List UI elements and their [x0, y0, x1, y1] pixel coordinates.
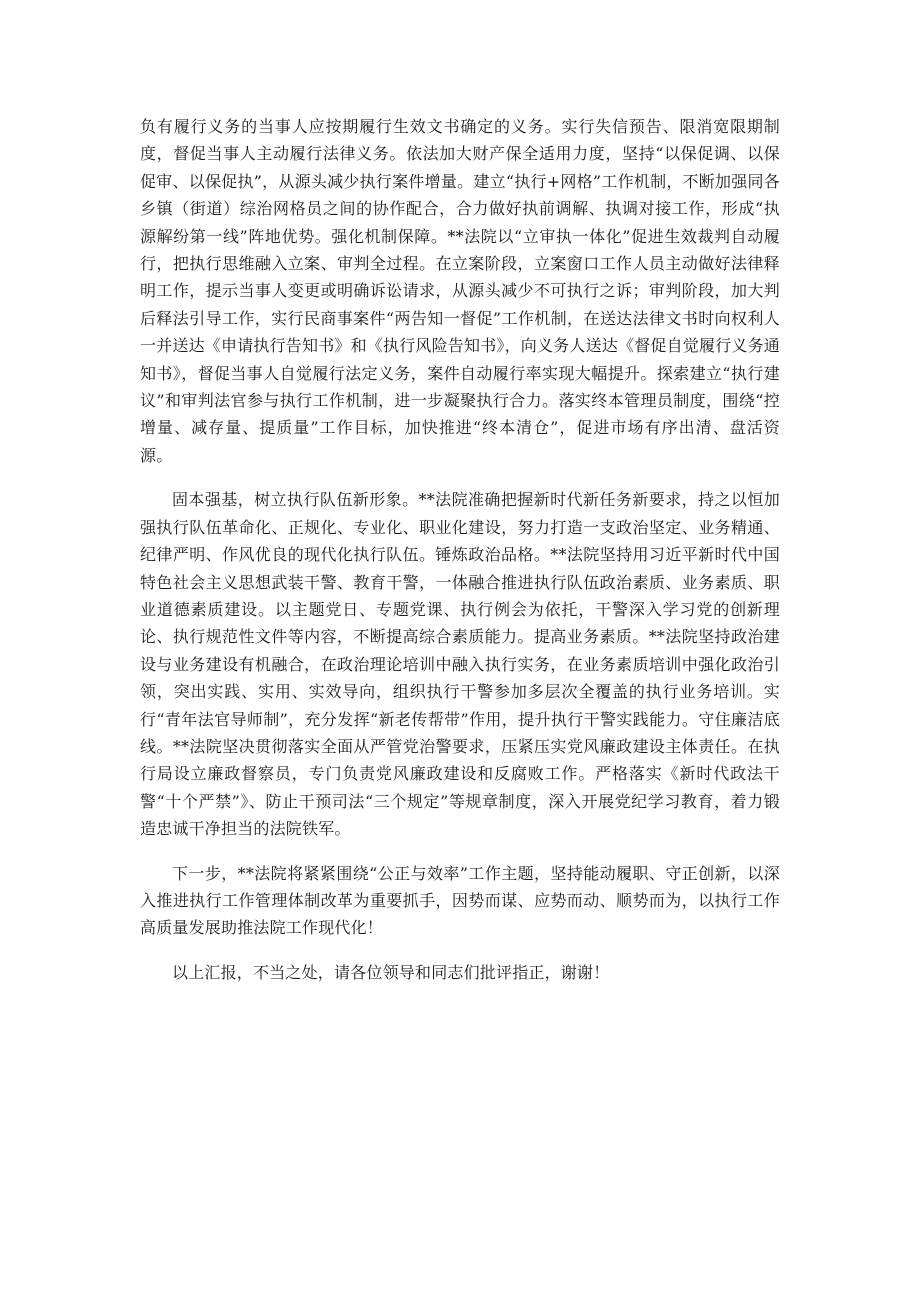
- document-page: [140, 113, 780, 1003]
- paragraph-closing-remarks: 以上汇报，不当之处，请各位领导和同志们批评指正，谢谢！: [172, 962, 610, 982]
- paragraph-next-steps: 下一步，**法院将紧紧围绕“公正与效率”工作主题，坚持能动履职、守正创新，以深入推进执行工作管理体制改革为重要抓手，因势而谋、应势而动、顺势而为，以执行工作高质量发展助推法院工作现代化！: [140, 863, 780, 938]
- paragraph-team-building: 固本强基，树立执行队伍新形象。**法院准确把握新时代新任务新要求，持之以恒加强执行队伍革命化、正规化、专业化、职业化建设，努力打造一支政治坚定、业务精通、纪律严明、作风优良的现代化执行队伍。锤炼政治品格。**法院坚持用习近平新时代中国特色社会主义思想武装干警、教育干警，一体融合推进执行队伍政治素质、业务素质、职业道德素质建设。以主题党日、专题党课、执行例会为依托，干警深入学习党的创新理论、执行规范性文件等内容，不断提高综合素质能力。提高业务素质。**法院坚持政治建设与业务建设有机融合，在政治理论培训中融入执行实务，在业务素质培训中强化政治引领，突出实践、实用、实效导向，组织执行干警参加多层次全覆盖的执行业务培训。实行“青年法官导师制”，充分发挥“新老传帮带”作用，提升执行干警实践能力。守住廉洁底线。**法院坚决贯彻落实全面从严管党治警要求，压紧压实党风廉政建设主体责任。在执行局设立廉政督察员，专门负责党风廉政建设和反腐败工作。严格落实《新时代政法干警“十个严禁”》、防止干预司法“三个规定”等规章制度，深入开展党纪学习教育，着力锻造忠诚干净担当的法院铁军。: [140, 490, 780, 839]
- paragraph-enforcement-mechanisms: 负有履行义务的当事人应按期履行生效文书确定的义务。实行失信预告、限消宽限期制度，督促当事人主动履行法律义务。依法加大财产保全适用力度，坚持“以保促调、以保促审、以保促执”，从源头减少执行案件增量。建立“执行+网格”工作机制，不断加强同各乡镇（街道）综治网格员之间的协作配合，合力做好执前调解、执调对接工作，形成“执源解纷第一线”阵地优势。强化机制保障。**法院以“立审执一体化”促进生效裁判自动履行，把执行思维融入立案、审判全过程。在立案阶段，立案窗口工作人员主动做好法律释明工作，提示当事人变更或明确诉讼请求，从源头减少不可执行之诉；审判阶段，加大判后释法引导工作，实行民商事案件“两告知一督促”工作机制，在送达法律文书时向权利人一并送达《申请执行告知书》和《执行风险告知书》，向义务人送达《督促自觉履行义务通知书》，督促当事人自觉履行法定义务，案件自动履行率实现大幅提升。探索建立“执行建议”和审判法官参与执行工作机制，进一步凝聚执行合力。落实终本管理员制度，围绕“控增量、减存量、提质量”工作目标，加快推进“终本清仓”，促进市场有序出清、盘活资源。: [140, 117, 781, 465]
